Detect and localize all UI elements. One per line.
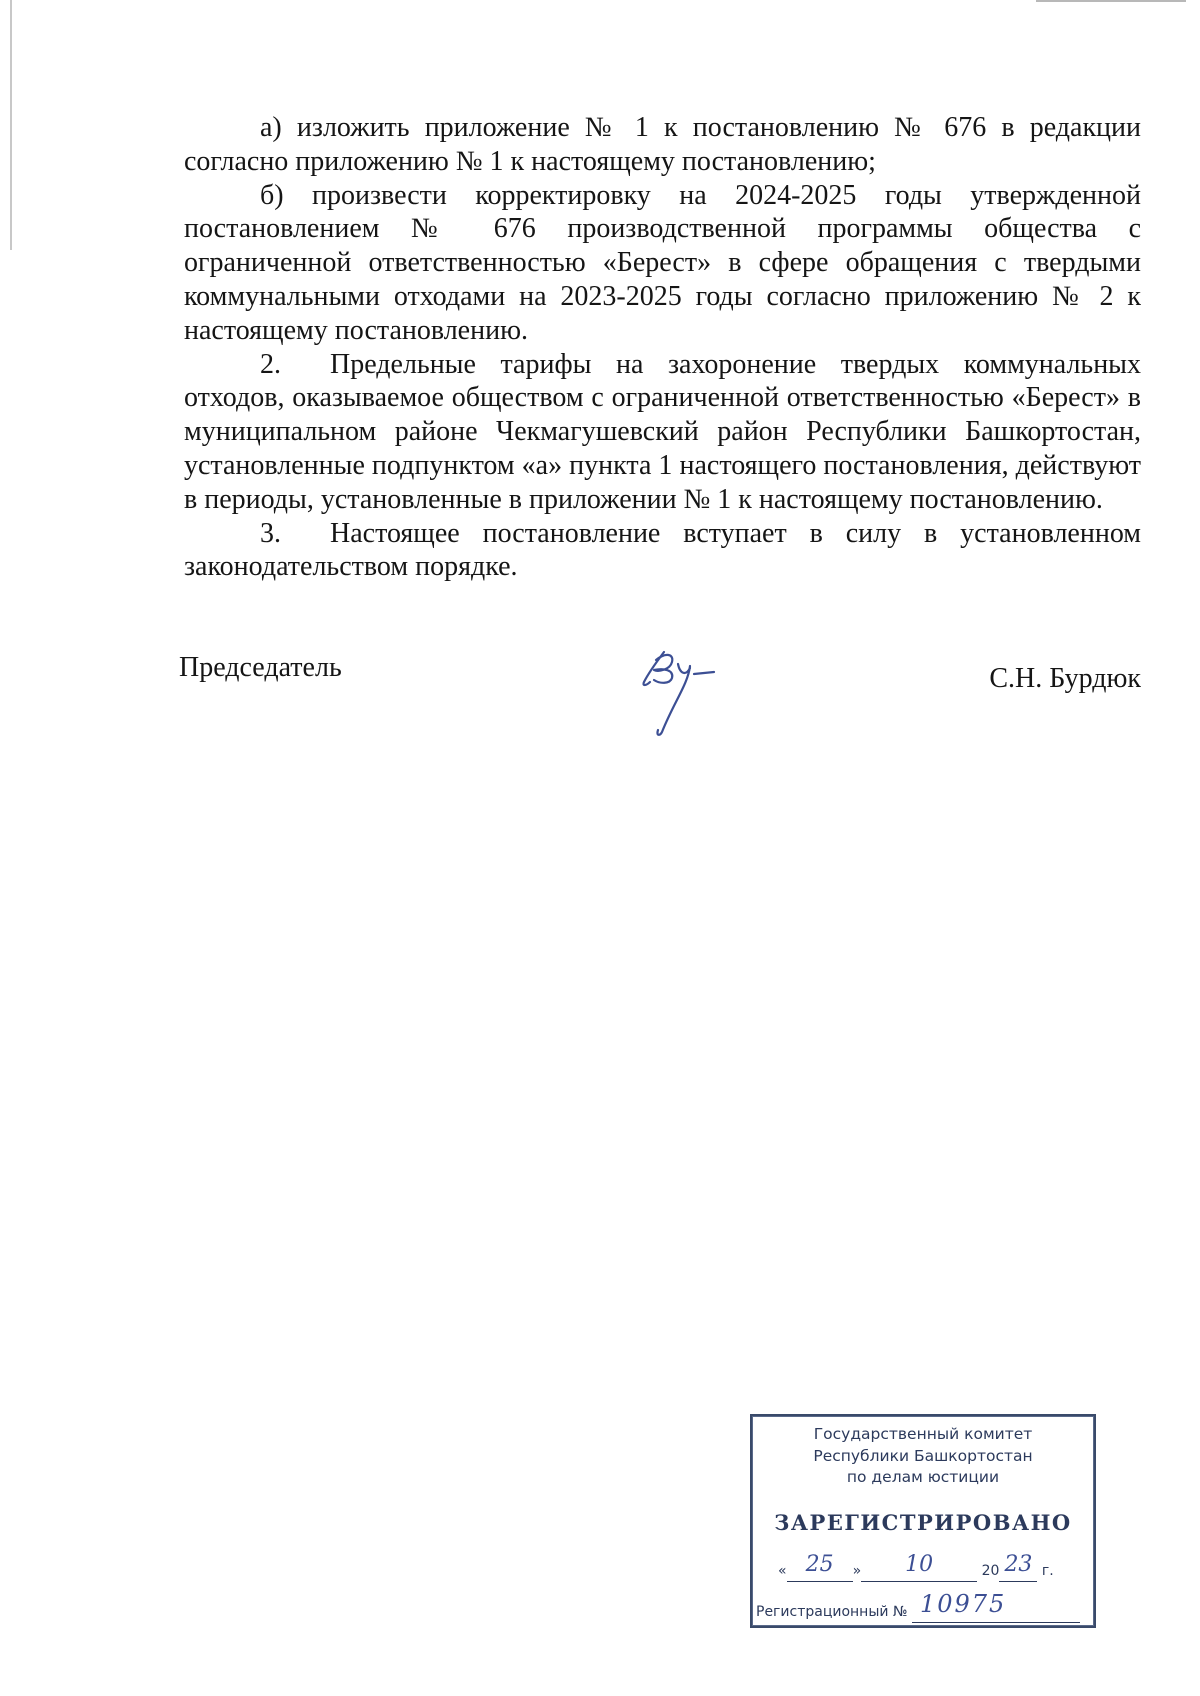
- stamp-year-line: [999, 1552, 1037, 1582]
- stamp-org-line: Республики Башкортостан: [813, 1446, 1033, 1465]
- item-2-text: Предельные тарифы на захоронение твердых коммунальных отходов, оказываемое обществом с ограниченной ответственностью «Берест» в муниципальном районе Чекмагушевский район Республики Башкортостан, установленные подпунктом «а» пункта 1 настоящего постановления, действуют в периоды, установленные в приложении № 1 к настоящему постановлению.: [184, 348, 1141, 515]
- stamp-reg-number: 10975: [919, 1590, 1007, 1618]
- subitem-b: б) произвести корректировку на 2024-2025 годы утвержденной постановлением № 676 производственной программы общества с ограниченной ответственностью «Берест» в сфере обращения с твердыми коммунальными отходами на 2023-2025 годы согласно приложению № 2 к настоящему постановлению.: [184, 179, 1141, 346]
- stamp-year-prefix: 20: [981, 1563, 1000, 1579]
- stamp-month: 10: [905, 1552, 934, 1577]
- stamp-quote-close: »: [852, 1563, 862, 1579]
- registration-stamp: [750, 1414, 1096, 1628]
- subitem-a: а) изложить приложение № 1 к постановлению № 676 в редакции согласно приложению № 1 к настоящему постановлению;: [184, 112, 1141, 177]
- stamp-day: 25: [805, 1552, 834, 1577]
- stamp-org-line: Государственный комитет: [813, 1425, 1033, 1443]
- stamp-year-suffix: 23: [1004, 1552, 1033, 1577]
- signatory-name: С.Н. Бурдюк: [989, 663, 1141, 694]
- stamp-organization: [752, 1424, 1094, 1489]
- stamp-status: ЗАРЕГИСТРИРОВАНО: [774, 1510, 1072, 1535]
- stamp-year-unit: г.: [1041, 1563, 1054, 1579]
- handwritten-signature: [634, 640, 734, 740]
- scan-edge-left: [10, 0, 12, 250]
- stamp-quote-open: «: [778, 1563, 787, 1579]
- scan-edge-top: [1036, 0, 1186, 2]
- stamp-date: [778, 1552, 1054, 1582]
- stamp-reg-line: [912, 1590, 1080, 1623]
- signatory-title: Председатель: [179, 652, 342, 683]
- stamp-registration: [756, 1590, 1080, 1623]
- item-3-text: Настоящее постановление вступает в силу в установленном законодательством порядке.: [184, 517, 1141, 583]
- document-body: [184, 111, 1141, 584]
- item-3-number: 3.: [260, 517, 281, 549]
- stamp-month-line: [861, 1552, 977, 1582]
- signature-block: [179, 652, 1141, 742]
- item-2: [184, 348, 1141, 517]
- item-3: [184, 517, 1141, 585]
- stamp-org-line: по делам юстиции: [846, 1468, 1000, 1486]
- stamp-day-line: [787, 1552, 853, 1582]
- item-2-number: 2.: [260, 348, 281, 380]
- stamp-reg-label: Регистрационный №: [756, 1604, 908, 1620]
